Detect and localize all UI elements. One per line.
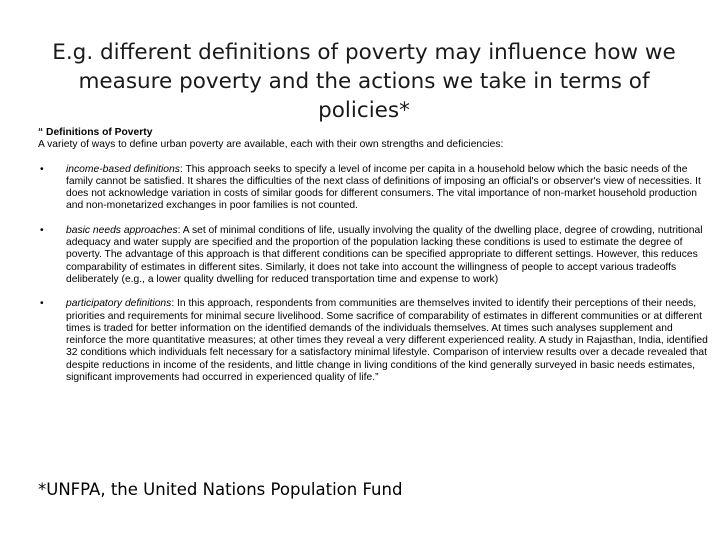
bullet-marker: • (40, 163, 44, 175)
bullet-marker: • (40, 224, 44, 236)
footnote: *UNFPA, the United Nations Population Fund (38, 480, 403, 499)
bullet-income-based (38, 164, 710, 213)
quote-body (38, 127, 710, 396)
quote-intro: A variety of ways to define urban poverty are available, each with their own strengths and deficiencies: (38, 139, 504, 151)
bullet-basic-needs (38, 225, 710, 286)
bullet-term: participatory definitions (66, 298, 172, 310)
bullet-text: : In this approach, respondents from communities are themselves invited to identify their perceptions of their needs, priorities and requirements for minimal secure livelihood. Some sacrifice of comparability of estimates in different communities or at different times is traded for better information on the identified demands of the individuals themselves. At times such analyses supplement and reinforce the more quantitative measures; at other times they reveal a very different experienced reality. A study in Rajasthan, India, identified 32 conditions which individuals felt necessary for a satisfactory minimal lifestyle. Comparison of interview results over a decade revealed that despite reductions in income of the residents, and little change in living conditions of the kind generally surveyed in basic needs estimates, significant improvements had occurred in experienced quality of life.” (66, 298, 708, 384)
bullet-text: : This approach seeks to specify a level of income per capita in a household below which the basic needs of the family cannot be satisfied. It shares the difficulties of the next class of definitions of imposing an official's or observer's view of necessities. It does not acknowledge variation in costs of similar goods for different consumers. The vital importance of non-market household production and non-monetarized exchanges in poor families is not counted. (66, 163, 701, 212)
quote-heading: “ Definitions of Poverty (38, 127, 153, 138)
bullet-term: income-based definitions (66, 163, 180, 175)
bullet-text: : A set of minimal conditions of life, usually involving the quality of the dwelling place, degree of crowding, nutritional adequacy and water supply are specified and the proportion of the population lacking these conditions is used to estimate the degree of poverty. The advantage of this approach is that different conditions can be specified appropriate to different settings. However, this reduces comparability of estimates in different sites. Similarly, it does not take into account the willingness of people to accept various tradeoffs deliberately (e.g., a lower quality dwelling for reduced transportation time and expense to work) (66, 224, 703, 285)
slide-title: E.g. different definitions of poverty may influence how we measure poverty and the actions we take in terms of policies* (52, 40, 676, 123)
bullet-term: basic needs approaches (66, 224, 178, 236)
bullet-participatory (38, 298, 710, 384)
bullet-marker: • (40, 298, 44, 310)
